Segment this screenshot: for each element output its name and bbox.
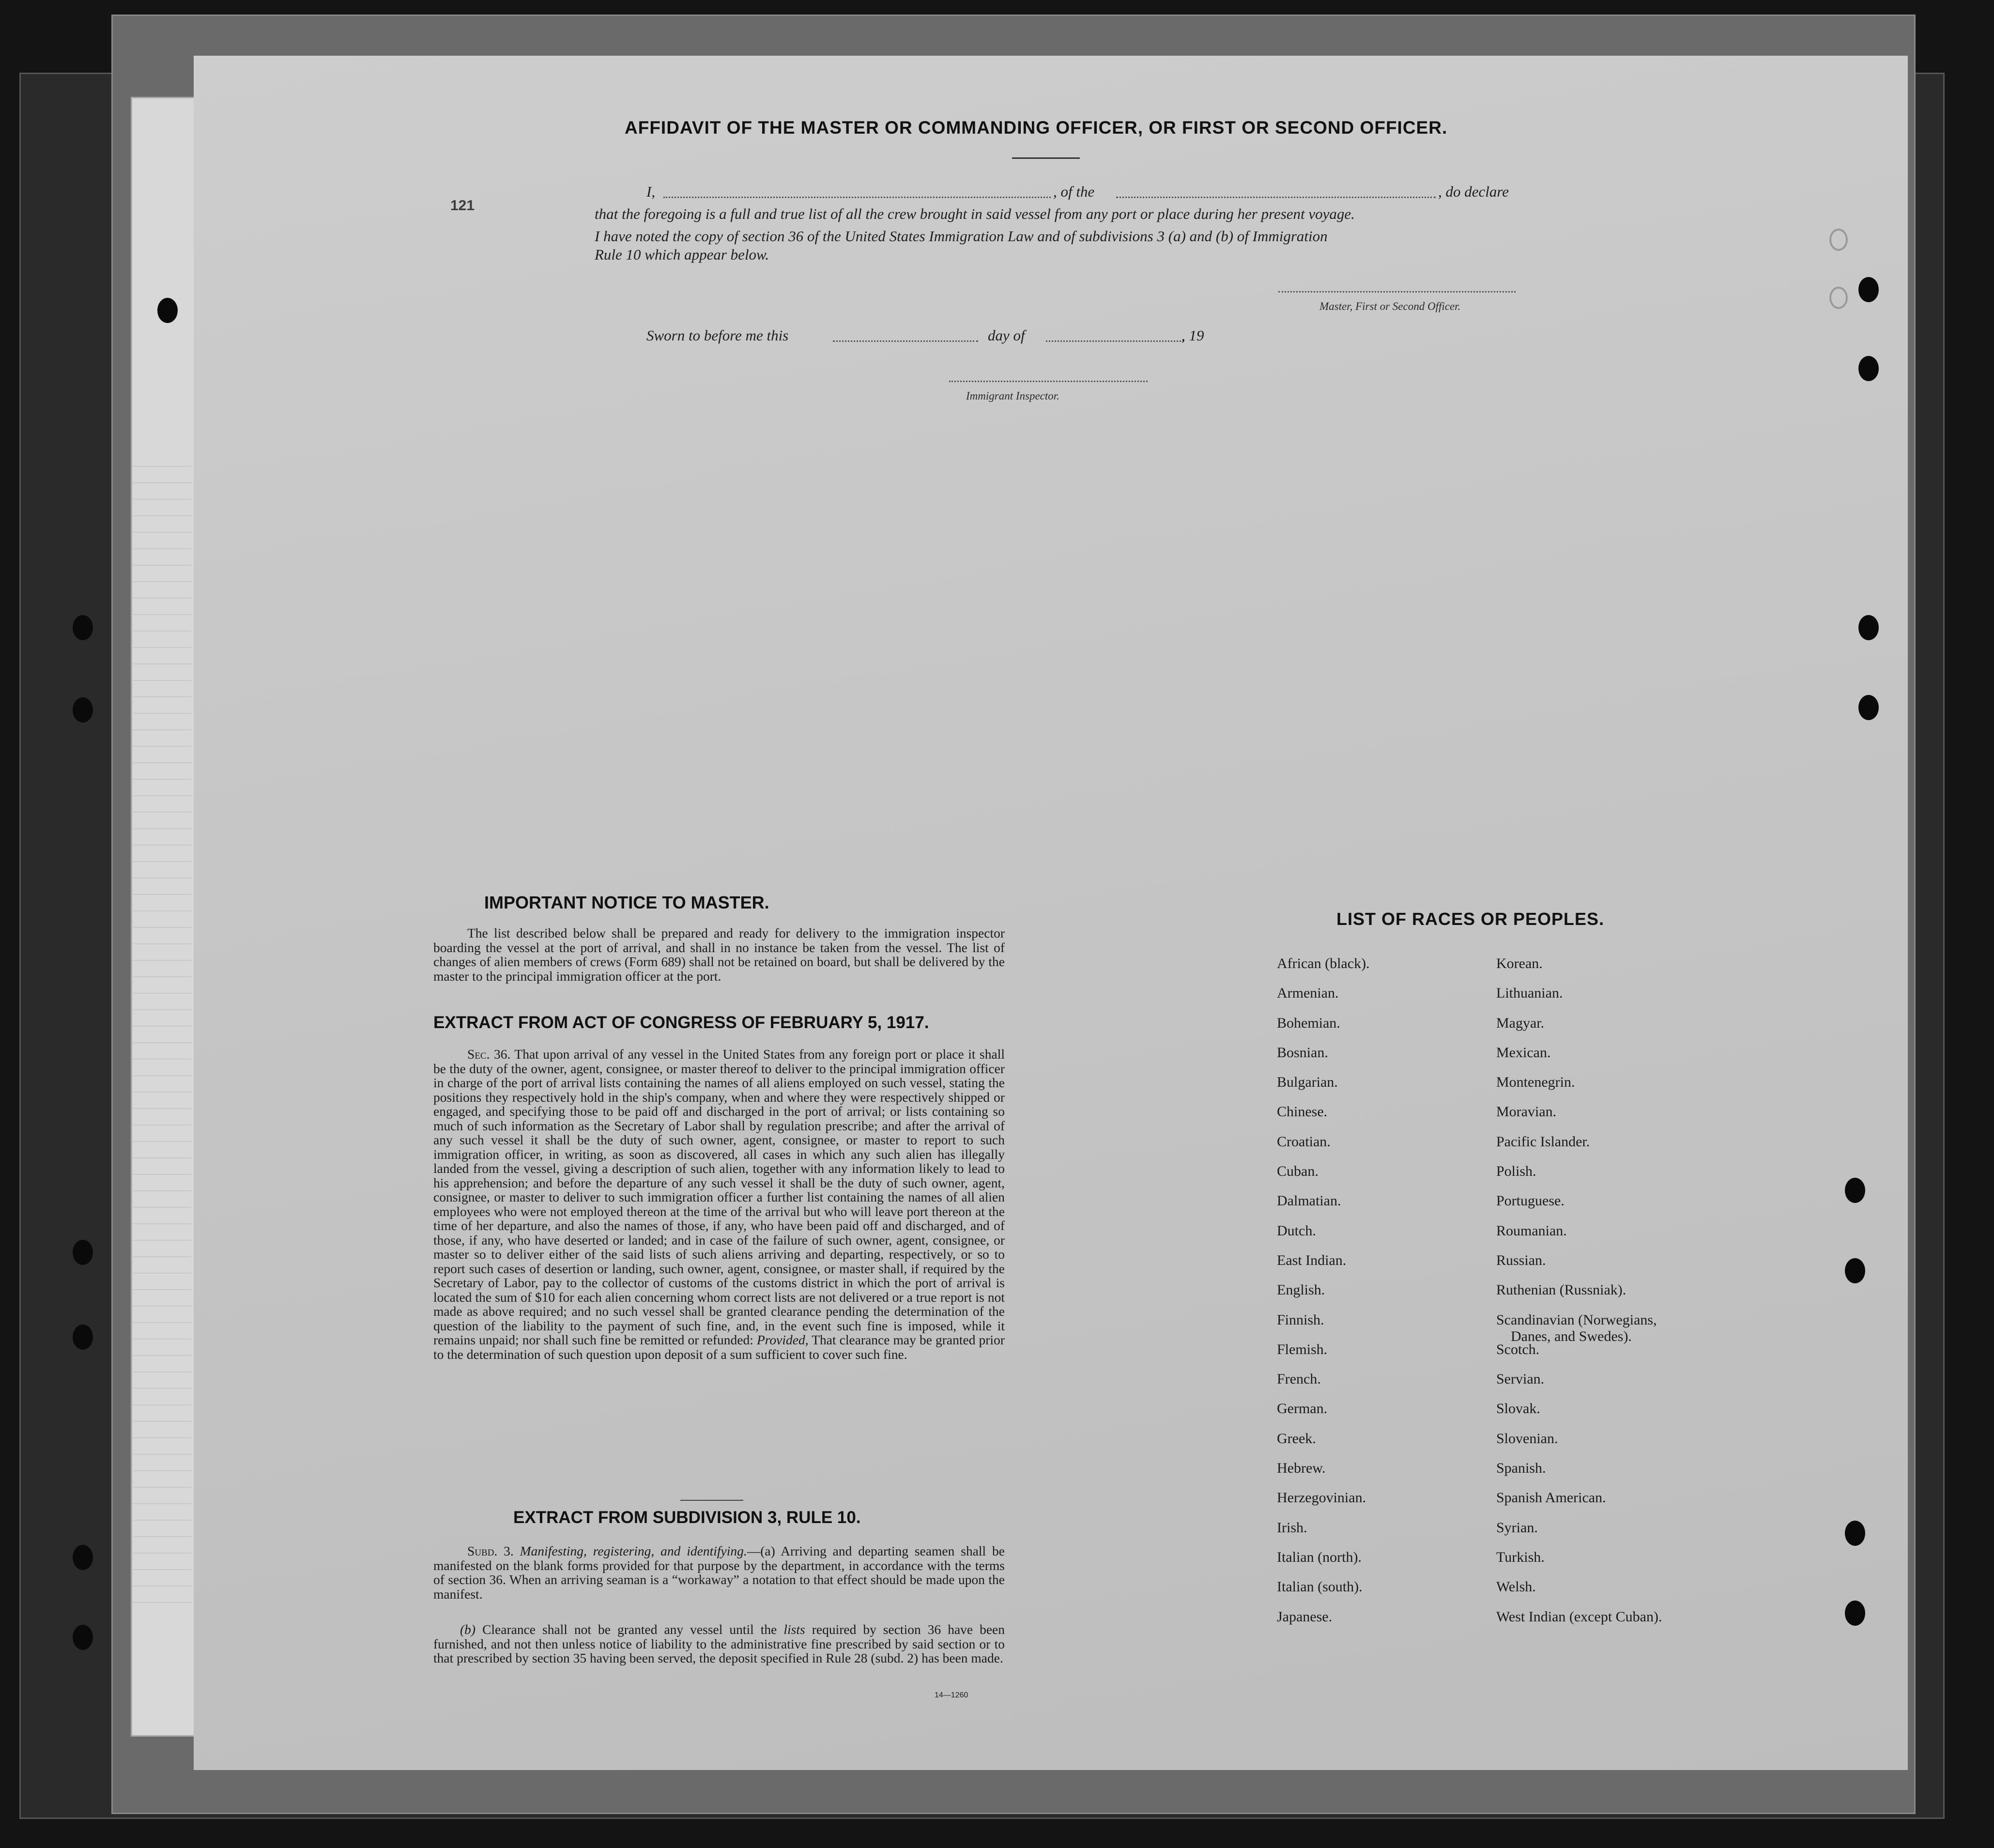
binder-hole bbox=[1845, 1178, 1865, 1203]
affidavit-line-3: I have noted the copy of section 36 of the United States Immigration Law and of subdivisions 3 (a) and (b) of Immigration bbox=[595, 228, 1328, 245]
race-item: Irish. bbox=[1277, 1519, 1307, 1536]
races-title: LIST OF RACES OR PEOPLES. bbox=[1336, 909, 1605, 929]
race-item: Scandinavian (Norwegians, Danes, and Swedes). bbox=[1496, 1311, 1657, 1344]
race-item: Moravian. bbox=[1496, 1104, 1557, 1120]
race-item: English. bbox=[1277, 1282, 1325, 1298]
sworn-month-line bbox=[1046, 340, 1184, 342]
affidavit-title: AFFIDAVIT OF THE MASTER OR COMMANDING OFFICER, OR FIRST OR SECOND OFFICER. bbox=[625, 118, 1448, 138]
form-number: 14—1260 bbox=[935, 1691, 968, 1699]
binder-hole bbox=[73, 615, 93, 640]
affidavit-of-the: , of the bbox=[1053, 183, 1095, 200]
section-36-text bbox=[433, 1047, 1005, 1361]
race-item: Servian. bbox=[1496, 1371, 1545, 1387]
race-item: Japanese. bbox=[1277, 1608, 1333, 1625]
race-item: Bosnian. bbox=[1277, 1044, 1328, 1061]
race-item: Greek. bbox=[1277, 1430, 1316, 1447]
para-a-text: Arriving and departing seamen shall be manifested on the blank forms provided for that purpose by the department, in accordance with the terms of section 36. When an arriving seaman is a “workaway” a notation to that effect should be made upon the manifest. bbox=[433, 1543, 1005, 1602]
binder-hole bbox=[1858, 695, 1879, 720]
ledger-ruling bbox=[133, 450, 191, 1613]
para-a-label: —(a) bbox=[747, 1543, 775, 1558]
race-item: Dutch. bbox=[1277, 1222, 1316, 1239]
extract-act-title: EXTRACT FROM ACT OF CONGRESS OF FEBRUARY 5, 1917. bbox=[433, 1013, 929, 1032]
races-column-1 bbox=[1277, 955, 1370, 1638]
affidavit-line-4: Rule 10 which appear below. bbox=[595, 246, 769, 263]
affidavit-do-declare: , do declare bbox=[1438, 183, 1509, 200]
race-item: Bohemian. bbox=[1277, 1015, 1340, 1031]
para-b-start: Clearance shall not be granted any vessel until the bbox=[482, 1622, 777, 1637]
race-item: Hebrew. bbox=[1277, 1460, 1326, 1477]
race-item: Italian (north). bbox=[1277, 1549, 1362, 1565]
race-item: Spanish. bbox=[1496, 1460, 1546, 1477]
binder-hole bbox=[1845, 1601, 1865, 1626]
sworn-prefix: Sworn to before me this bbox=[646, 327, 789, 344]
race-item: East Indian. bbox=[1277, 1252, 1347, 1268]
para-b-rest: required by section 36 have been furnished, and not then unless notice of liability to the administrative fine prescribed by said section or to that prescribed by section 35 having been served, the deposit specified in Rule 28 (subd. 2) has been made. bbox=[433, 1622, 1005, 1665]
para-b-label: (b) bbox=[460, 1622, 476, 1637]
race-item: Welsh. bbox=[1496, 1579, 1536, 1595]
race-item: Roumanian. bbox=[1496, 1222, 1567, 1239]
race-item: Slovenian. bbox=[1496, 1430, 1558, 1447]
subdivision-heading: Manifesting, registering, and identifying. bbox=[520, 1543, 747, 1558]
race-item: Bulgarian. bbox=[1277, 1074, 1338, 1091]
race-item: West Indian (except Cuban). bbox=[1496, 1608, 1662, 1625]
race-item: Montenegrin. bbox=[1496, 1074, 1575, 1091]
race-item: Syrian. bbox=[1496, 1519, 1538, 1536]
race-item: Spanish American. bbox=[1496, 1490, 1606, 1506]
section-36-body: That upon arrival of any vessel in the United States from any foreign port or place it shall be the duty of the owner, agent, consignee, or master thereof to deliver to the principal immigration officer in charge of the port of arrival lists containing the names of all aliens employed on such vessel, stating the positions they respectively hold in the ship's company, when and where they were respectively shipped or engaged, and specifying those to be paid off and discharged in the port of arrival; or lists containing so much of such information as the Secretary of Labor shall by regulation prescribe; and after the arrival of any such vessel it shall be the duty of such owner, agent, consignee, or master to report to such immigration officer, in writing, as soon as discovered, all cases in which any such alien has illegally landed from the vessel, giving a description of such alien, together with any information likely to lead to his apprehension; and before the departure of any such vessel it shall be the duty of such owner, agent, consignee, or master to deliver to such immigration officer a further list containing the names of all alien employees who were not employed thereon at the time of the arrival but who will leave port thereon at the time of her departure, and also the names of those, if any, who have been paid off and discharged, and of those, if any, who have deserted or landed; and in case of the failure of such owner, agent, consignee, or master so to deliver either of the said lists of such aliens arriving and departing, respectively, or so to report such cases of desertion or landing, such owner, agent, consignee, or master shall, if required by the Secretary of Labor, pay to the collector of customs of the customs district in which the port of arrival is located the sum of $10 for each alien concerning whom correct lists are not delivered or a true report is not made as above required; and no such vessel shall be granted clearance pending the determination of the question of the liability to the payment of such fine, and, in the event such fine is imposed, while it remains unpaid; nor shall such fine be remitted or refunded: bbox=[433, 1047, 1005, 1347]
race-item: German. bbox=[1277, 1401, 1328, 1417]
clearance-text bbox=[433, 1622, 1005, 1665]
binder-hole bbox=[73, 1240, 93, 1265]
master-label: Master, First or Second Officer. bbox=[1319, 300, 1461, 312]
race-item: Magyar. bbox=[1496, 1015, 1545, 1031]
binder-hole bbox=[1845, 1521, 1865, 1546]
provided-word: Provided, bbox=[756, 1332, 809, 1347]
race-item: French. bbox=[1277, 1371, 1321, 1387]
title-underline bbox=[1012, 157, 1080, 159]
name-fill-line bbox=[663, 196, 1051, 198]
race-item: Flemish. bbox=[1277, 1341, 1328, 1357]
binder-hole bbox=[73, 697, 93, 723]
race-item: Korean. bbox=[1496, 955, 1543, 971]
race-item: Herzegovinian. bbox=[1277, 1490, 1366, 1506]
notice-title: IMPORTANT NOTICE TO MASTER. bbox=[484, 893, 769, 912]
binder-hole bbox=[1858, 615, 1879, 640]
binder-hole bbox=[73, 1545, 93, 1570]
race-item: Pacific Islander. bbox=[1496, 1133, 1590, 1150]
inspector-signature-line bbox=[949, 380, 1148, 382]
master-signature-line bbox=[1278, 291, 1516, 293]
sworn-day-of: day of bbox=[988, 327, 1025, 344]
extract-rule-title: EXTRACT FROM SUBDIVISION 3, RULE 10. bbox=[513, 1508, 861, 1527]
section-divider bbox=[680, 1500, 743, 1501]
lists-word: lists bbox=[783, 1622, 805, 1637]
binder-hole bbox=[1858, 277, 1879, 302]
binder-hole bbox=[1829, 229, 1848, 251]
race-item: Polish. bbox=[1496, 1163, 1536, 1180]
race-item: Ruthenian (Russniak). bbox=[1496, 1282, 1626, 1298]
section-36-end: That clearance may be granted prior to the determination of such question upon deposit of a sum sufficient to cover such fine. bbox=[433, 1332, 1005, 1362]
inspector-label: Immigrant Inspector. bbox=[966, 390, 1059, 402]
binder-hole bbox=[73, 1324, 93, 1350]
race-item: Russian. bbox=[1496, 1252, 1546, 1268]
races-column-2 bbox=[1496, 955, 1662, 1638]
vessel-fill-line bbox=[1116, 196, 1436, 198]
binder-hole bbox=[1829, 287, 1848, 309]
race-item: Portuguese. bbox=[1496, 1193, 1565, 1209]
race-item: Armenian. bbox=[1277, 985, 1339, 1001]
race-item: Dalmatian. bbox=[1277, 1193, 1341, 1209]
sworn-day-line bbox=[833, 340, 978, 342]
race-item: Chinese. bbox=[1277, 1104, 1328, 1120]
binder-hole bbox=[1858, 356, 1879, 381]
race-item: Lithuanian. bbox=[1496, 985, 1563, 1001]
affidavit-line-i: I, bbox=[646, 183, 656, 200]
binder-hole bbox=[1845, 1258, 1865, 1283]
subdivision-label: Subd. 3. bbox=[467, 1543, 514, 1558]
binder-hole bbox=[73, 1625, 93, 1650]
affidavit-line-2: that the foregoing is a full and true list of all the crew brought in said vessel from any port or place during her present voyage. bbox=[595, 205, 1355, 222]
sworn-year: , 19 bbox=[1181, 327, 1204, 344]
race-item: Croatian. bbox=[1277, 1133, 1331, 1150]
margin-mark: 121 bbox=[450, 198, 475, 214]
race-item: Scotch. bbox=[1496, 1341, 1540, 1357]
race-item: Turkish. bbox=[1496, 1549, 1545, 1565]
race-item: Finnish. bbox=[1277, 1311, 1324, 1328]
race-item: Mexican. bbox=[1496, 1044, 1551, 1061]
race-item: Italian (south). bbox=[1277, 1579, 1363, 1595]
binder-hole bbox=[157, 298, 178, 323]
notice-text: The list described below shall be prepared and ready for delivery to the immigration inspector boarding the vessel at the port of arrival, and shall in no instance be taken from the vessel. The list of changes of alien members of crews (Form 689) shall not be retained on board, but shall be delivered by the master to the principal immigration officer at the port. bbox=[433, 925, 1005, 984]
subdivision-3-text bbox=[433, 1544, 1005, 1601]
race-item: Slovak. bbox=[1496, 1401, 1540, 1417]
section-label: Sec. 36. bbox=[467, 1047, 511, 1062]
race-item: African (black). bbox=[1277, 955, 1370, 971]
race-item: Cuban. bbox=[1277, 1163, 1319, 1180]
